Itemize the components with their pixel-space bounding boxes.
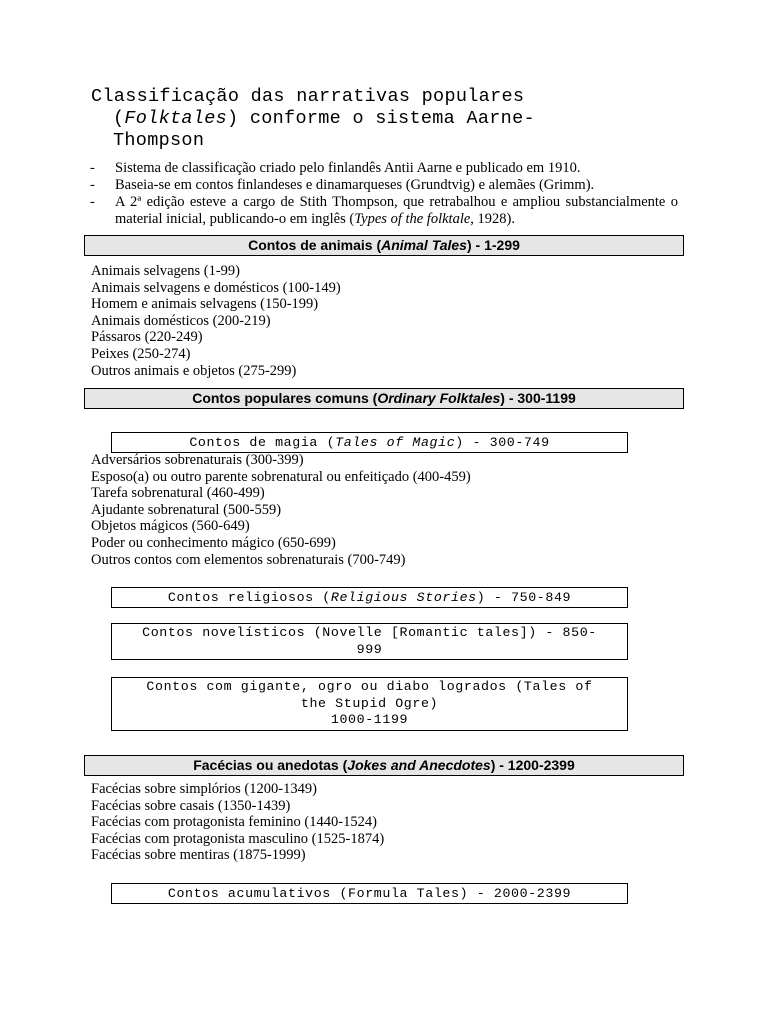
list-item: Ajudante sobrenatural (500-559) bbox=[91, 501, 282, 518]
list-item: Facécias sobre mentiras (1875-1999) bbox=[91, 847, 306, 864]
list-item: Esposo(a) ou outro parente sobrenatural ou enfeitiçado (400-459) bbox=[91, 468, 471, 485]
title-line-3: Thompson bbox=[113, 130, 205, 151]
list-item: Peixes (250-274) bbox=[91, 345, 191, 362]
tales-of-magic-list bbox=[91, 452, 681, 568]
list-item: Facécias sobre simplórios (1200-1349) bbox=[91, 781, 317, 797]
intro-bullet-list bbox=[90, 160, 678, 228]
jokes-list bbox=[91, 781, 681, 864]
list-item: Animais selvagens (1-99) bbox=[91, 263, 240, 279]
title-line-2-rest: ) conforme o sistema Aarne- bbox=[227, 108, 535, 129]
section-header-ordinary-folktales: Contos populares comuns (Ordinary Folktales) - 300-1199 bbox=[84, 388, 684, 409]
title-paren-open: ( bbox=[113, 108, 125, 129]
animal-tales-list bbox=[91, 263, 681, 379]
bullet-item: - A 2ª edição esteve a cargo de Stith Thompson, que retrabalhou e ampliou substancialmente o material inicial, publicando-o em inglês (Types of the folktale, 1928). bbox=[90, 194, 678, 228]
title-folktales: Folktales bbox=[124, 108, 228, 129]
subsection-box-tales-of-magic: Contos de magia (Tales of Magic) - 300-749 bbox=[111, 432, 628, 453]
subsection-box-stupid-ogre: Contos com gigante, ogro ou diabo logrados (Tales of the Stupid Ogre) 1000-1199 bbox=[111, 677, 628, 731]
section-header-animal-tales: Contos de animais (Animal Tales) - 1-299 bbox=[84, 235, 684, 256]
list-item: Tarefa sobrenatural (460-499) bbox=[91, 485, 265, 502]
list-item: Outros animais e objetos (275-299) bbox=[91, 362, 297, 379]
page-title bbox=[91, 86, 676, 152]
list-item: Facécias com protagonista masculino (1525-1874) bbox=[91, 830, 385, 847]
bullet-item: - Baseia-se em contos finlandeses e dinamarqueses (Grundtvig) e alemães (Grimm). bbox=[90, 177, 678, 194]
list-item: Adversários sobrenaturais (300-399) bbox=[91, 452, 304, 468]
list-item: Pássaros (220-249) bbox=[91, 329, 203, 346]
section-header-jokes-anecdotes: Facécias ou anedotas (Jokes and Anecdotes) - 1200-2399 bbox=[84, 755, 684, 776]
title-line-2 bbox=[91, 108, 676, 130]
title-line-1: Classificação das narrativas populares bbox=[91, 86, 525, 107]
list-item: Homem e animais selvagens (150-199) bbox=[91, 296, 319, 313]
subsection-box-formula-tales: Contos acumulativos (Formula Tales) - 2000-2399 bbox=[111, 883, 628, 904]
subsection-box-religious-stories: Contos religiosos (Religious Stories) - 750-849 bbox=[111, 587, 628, 608]
list-item: Facécias sobre casais (1350-1439) bbox=[91, 797, 291, 814]
list-item: Facécias com protagonista feminino (1440-1524) bbox=[91, 814, 377, 831]
list-item: Outros contos com elementos sobrenaturais (700-749) bbox=[91, 551, 406, 568]
list-item: Poder ou conhecimento mágico (650-699) bbox=[91, 534, 336, 551]
list-item: Animais domésticos (200-219) bbox=[91, 312, 271, 329]
list-item: Objetos mágicos (560-649) bbox=[91, 518, 250, 535]
bullet-item: - Sistema de classificação criado pelo finlandês Antii Aarne e publicado em 1910. bbox=[90, 160, 678, 177]
subsection-box-novelle: Contos novelísticos (Novelle [Romantic tales]) - 850- 999 bbox=[111, 623, 628, 660]
list-item: Animais selvagens e domésticos (100-149) bbox=[91, 279, 341, 296]
